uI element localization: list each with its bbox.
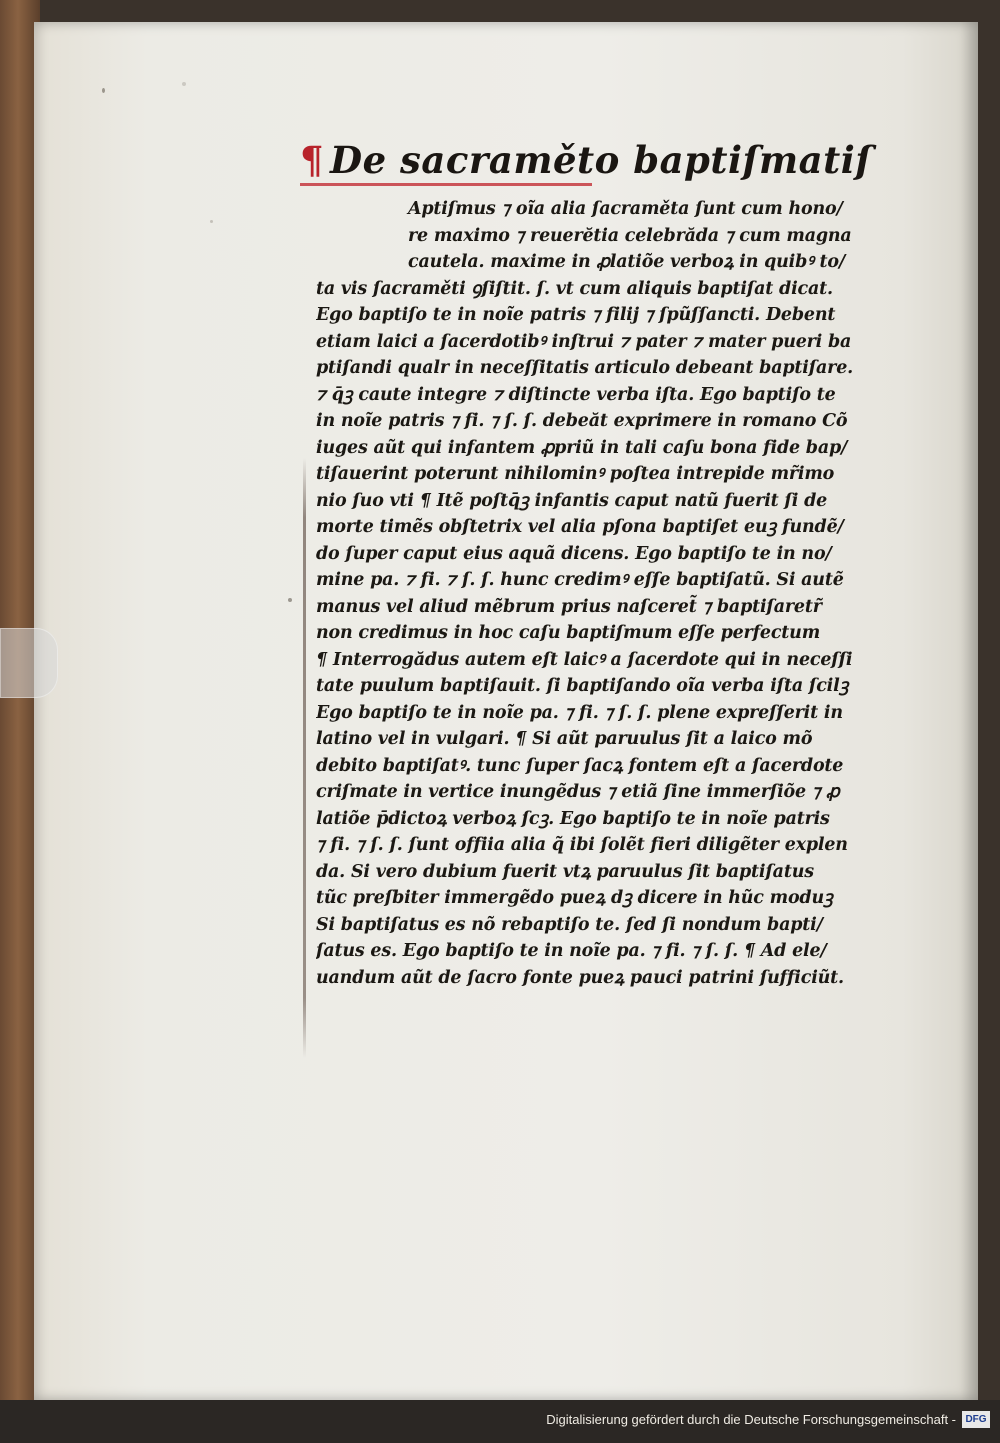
text-line: latiõe p̄dictoꝝ verboꝝ ſcꝫ. Ego baptiſo te in noĩe patris — [316, 808, 830, 829]
text-line: Ego baptiſo te in noĩe pa. ⁊ fi. ⁊ ſ. ſ. plene expreſſerit in — [316, 702, 843, 723]
text-line: tũc preſbiter immergẽdo pueꝝ dꝫ dicere in hũc moduꝫ — [316, 888, 833, 908]
paragraph-mark-icon: ¶ — [300, 138, 325, 182]
text-line: Ego baptiſo te in noĩe patris ⁊ filij ⁊ ſpũſſancti. Debent — [316, 305, 836, 325]
text-line: etiam laici a ſacerdotibꝰ inſtrui ⁊ pater ⁊ mater pueri ba — [316, 331, 852, 352]
text-line: morte timẽs obſtetrix vel alia pſona baptiſet euꝫ fundẽ/ — [316, 517, 844, 537]
paper-speck — [102, 88, 105, 93]
text-line: in noĩe patris ⁊ fi. ⁊ ſ. ſ. debeăt exprimere in romano Cõ — [316, 411, 848, 431]
text-line: latino vel in vulgari. ¶ Si aũt paruulus ſit a laico mõ — [316, 729, 813, 749]
text-line: iuges aũt qui infantem ꝓpriũ in tali caſu bona fide bap/ — [316, 437, 848, 458]
text-line: manus vel aliud mẽbrum prius naſceret̃ ⁊ baptiſaretr̃ — [316, 596, 822, 617]
text-line: tiſauerint poterunt nihilominꝰ poſtea intrepide mr̃imo — [316, 464, 835, 484]
text-line: non credimus in hoc caſu baptiſmum eſſe perfectum — [316, 623, 821, 643]
text-line: da. Si vero dubium fuerit vtꝝ paruulus ſit baptiſatus — [316, 861, 814, 882]
footer-bar — [0, 1400, 1000, 1443]
text-line: mine pa. ⁊ fi. ⁊ ſ. ſ. hunc credimꝰ eſſe baptiſatũ. Si autẽ — [316, 570, 844, 590]
text-line: criſmate in vertice inungẽdus ⁊ etiã ſine immerſiõe ⁊ ꝓ — [316, 782, 840, 802]
paper-speck — [210, 220, 213, 223]
text-line: Si baptiſatus es nõ rebaptiſo te. ſed ſi nondum bapti/ — [316, 914, 823, 935]
text-line: ſatus es. Ego baptiſo te in noĩe pa. ⁊ fi. ⁊ ſ. ſ. ¶ Ad ele/ — [316, 941, 827, 961]
text-line: cautela. maxime in ꝓlatiõe verboꝝ in quibꝰ to/ — [408, 252, 846, 272]
page-clip — [0, 628, 58, 698]
page-heading — [300, 138, 880, 182]
text-line: nio ſuo vti ¶ Itẽ poſtq̄ꝫ infantis caput natũ fuerit ſi de — [316, 490, 828, 511]
heading-underline — [300, 183, 592, 186]
footer-credit: Digitalisierung gefördert durch die Deutsche Forschungsgemeinschaft - — [546, 1412, 956, 1427]
paper-speck — [182, 82, 186, 86]
text-block — [316, 196, 876, 991]
text-line: debito baptiſatꝰ. tunc ſuper ſacꝝ fontem eſt a ſacerdote — [316, 755, 844, 776]
text-line: uandum aũt de ſacro fonte pueꝝ pauci patrini ſufficiũt. — [316, 967, 844, 988]
heading-title: De sacraměto baptiſmatiſ — [330, 138, 872, 182]
text-line: tate puulum baptiſauit. ſi baptiſando oĩa verba iſta ſcilꝫ — [316, 676, 849, 696]
text-line: do ſuper caput eius aquã dicens. Ego baptiſo te in no/ — [316, 543, 832, 564]
text-line: Aptiſmus ⁊ oĩa alia ſacraměta ſunt cum hono/ — [408, 199, 843, 219]
paper-speck — [288, 598, 292, 602]
dfg-logo: DFG — [962, 1411, 990, 1428]
text-line: re maximo ⁊ reuerĕtia celebrăda ⁊ cum magna — [408, 225, 852, 246]
page-gutter-shadow — [960, 22, 978, 1400]
margin-marking — [303, 458, 306, 1058]
text-line: ta vis ſacraměti ꝯſiſtit. ſ. vt cum aliquis baptiſat dicat. — [316, 278, 833, 299]
text-line: ¶ Interrogădus autem eſt laicꝰ a ſacerdote qui in neceſſi — [316, 649, 853, 670]
text-line: ⁊ fi. ⁊ ſ. ſ. ſunt offiia alia q̃ ibi ſolẽt fieri diligẽter explen — [316, 835, 848, 855]
text-line: ptiſandi qualr in neceſſitatis articulo debeant baptiſare. — [316, 358, 854, 378]
text-line: ⁊ q̄ꝫ caute integre ⁊ diſtincte verba iſta. Ego baptiſo te — [316, 384, 836, 405]
